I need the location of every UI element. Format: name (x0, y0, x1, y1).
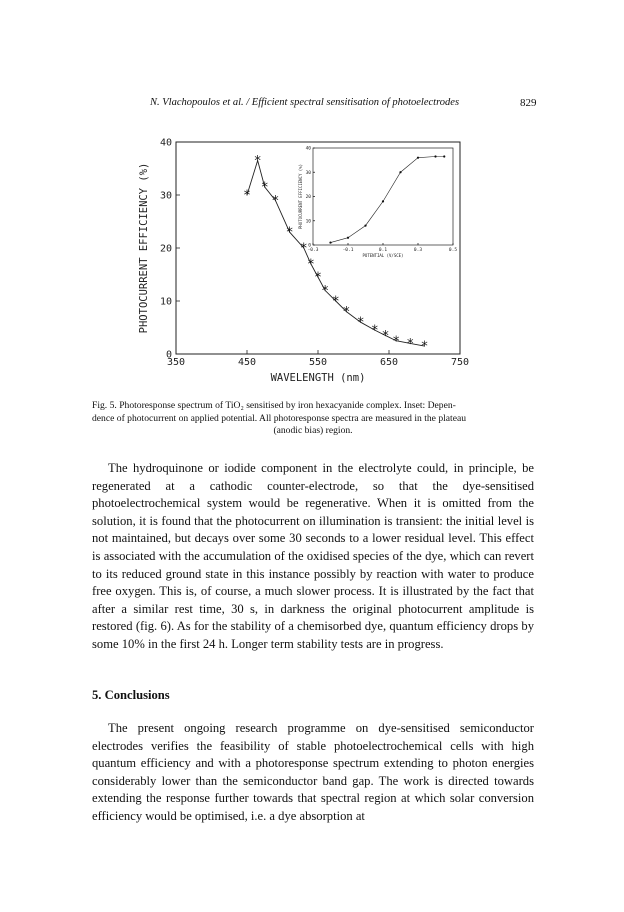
inset-data-point (399, 171, 401, 173)
data-point: * (261, 180, 268, 196)
data-point: * (382, 328, 389, 344)
inset-x-tick-label: 0.5 (448, 248, 458, 253)
y-tick-label: 40 (159, 137, 172, 149)
x-tick-label: 650 (379, 357, 399, 368)
data-point: * (332, 294, 339, 310)
inset-data-point (434, 155, 436, 157)
inset-plot-frame (313, 148, 453, 245)
data-point: * (321, 283, 329, 299)
body-paragraph-2: The present ongoing research programme on dye-sensitised semiconductor electrodes verifies the feasibility of stable photoelectrochemical cells with high quantum efficiency and with a photoresponse spectrum extending to photon energies considerably lower than the semiconductor band gap. The work is directed towards extending the response further towards that spectral region at which solar conversion efficiency would be optimised, i.e. a dye absorption at (92, 721, 534, 823)
inset-x-tick-label: 0.3 (413, 248, 423, 253)
inset-y-axis-label: PHOTOCURRENT EFFICIENCY (%) (298, 163, 303, 230)
inset-x-tick-label: 0.1 (378, 248, 388, 253)
inset-data-point (443, 155, 445, 157)
data-point: * (343, 305, 350, 321)
inset-y-tick-label: 20 (305, 195, 311, 201)
data-point: * (392, 334, 400, 350)
y-tick-label: 30 (159, 190, 172, 202)
inset-x-tick-label: -0.1 (342, 248, 354, 253)
inset-x-axis-label: POTENTIAL (V/SCE) (362, 253, 404, 258)
running-head: N. Vlachopoulos et al. / Efficient spectral sensitisation of photoelectrodes (150, 97, 460, 108)
y-axis-label: PHOTOCURRENT EFFICIENCY (%) (138, 162, 150, 334)
caption-line-1: Fig. 5. Photoresponse spectrum of TiO₂ sensitised by iron hexacyanide complex. Inset: Depen- (92, 400, 456, 411)
inset-data-point (382, 200, 384, 202)
page-number: 829 (520, 97, 537, 109)
caption-line-3: (anodic bias) region. (273, 425, 353, 437)
data-point: * (357, 315, 364, 331)
data-point: * (272, 193, 279, 209)
data-point: * (243, 188, 251, 204)
x-tick-label: 350 (166, 357, 186, 368)
inset-plot-area (298, 146, 457, 258)
inset-data-point (329, 241, 331, 243)
data-point: * (371, 323, 379, 339)
y-tick-label: 10 (159, 296, 172, 308)
y-tick-label: 0 (165, 349, 172, 361)
inset-data-point (364, 225, 366, 227)
inset-y-tick-label: 0 (308, 243, 311, 249)
body-paragraph-1: The hydroquinone or iodide component in the electrolyte could, in principle, be regenerated at a cathodic counter-electrode, so that the dye-sensitised photoelectrochemical system would be regenerative. When it is omitted from the solution, it is found that the photocurrent on illumination is transient: the initial level is not maintained, but decays over some 30 seconds to a lower residual level. This effect is associated with the accumulation of the oxidised species of the dye, which can revert to its reduced ground state in this instance possibly by reaction with water to produce free oxygen. This is, of course, a much slower process. It is illustrated by the fact that after a similar rest time, 30 s, in darkness the original photocurrent amplitude is restored (fig. 6). As for the stability of a chemisorbed dye, quantum efficiency drops by some 10% in the first 24 h. Longer term stability tests are in progress. (92, 461, 534, 651)
data-point: * (421, 339, 428, 355)
inset-x-tick-label: -0.3 (307, 248, 319, 253)
figure-5-chart (130, 128, 470, 390)
data-point: * (300, 241, 308, 257)
data-point: * (286, 225, 293, 241)
inset-y-tick-label: 30 (305, 170, 311, 176)
data-point: * (254, 154, 261, 170)
inset-y-tick-label: 10 (305, 219, 311, 225)
x-axis-label: WAVELENGTH (nm) (270, 372, 366, 384)
inset-data-point (347, 237, 349, 239)
data-point: * (314, 270, 322, 286)
data-point: * (307, 257, 315, 273)
x-tick-label: 550 (308, 357, 328, 368)
figure-caption (92, 400, 534, 438)
data-point: * (407, 336, 414, 352)
inset-y-tick-label: 40 (305, 146, 311, 152)
x-tick-label: 750 (450, 357, 470, 368)
caption-line-2: dence of photocurrent on applied potential. All photoresponse spectra are measured in the plateau (92, 412, 467, 424)
y-tick-label: 20 (159, 243, 172, 255)
section-heading: 5. Conclusions (92, 688, 170, 702)
inset-data-point (417, 157, 419, 159)
x-tick-label: 450 (237, 357, 257, 368)
